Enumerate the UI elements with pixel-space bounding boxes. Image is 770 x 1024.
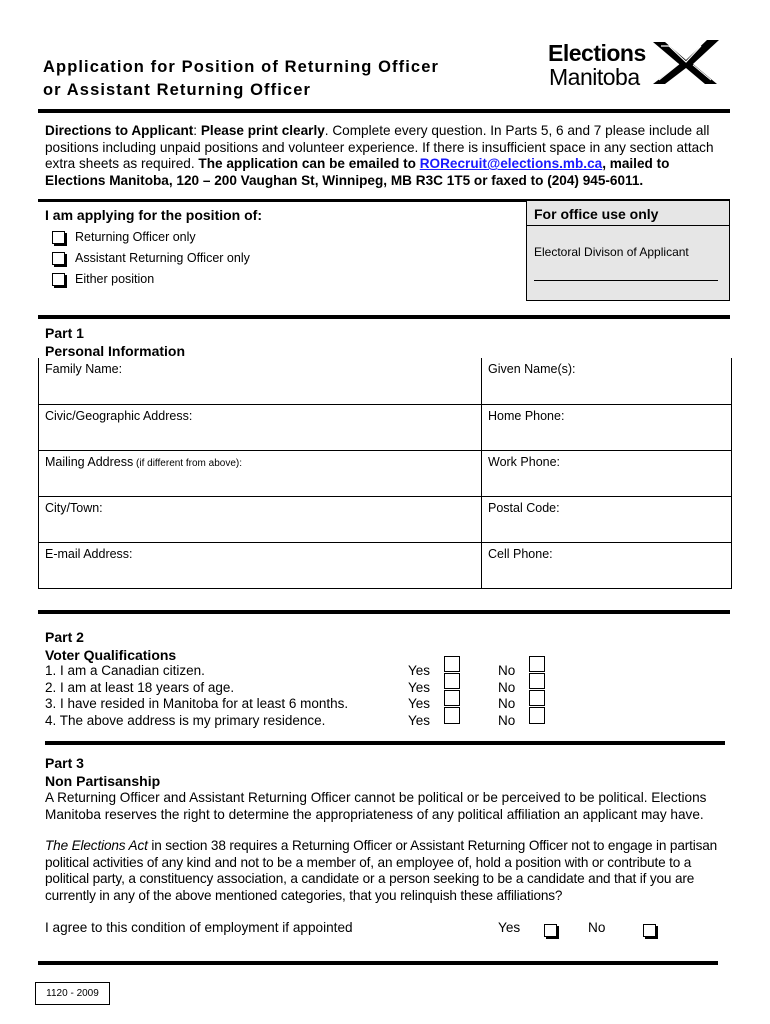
field-label: City/Town: — [45, 501, 103, 515]
part3-heading — [45, 754, 160, 790]
cell-phone-field[interactable] — [482, 543, 731, 588]
directions-label: Directions to Applicant — [45, 123, 194, 138]
agree-no-checkbox[interactable] — [643, 924, 656, 937]
no-checkbox-1[interactable] — [529, 656, 545, 672]
family-name-field[interactable] — [39, 358, 482, 404]
field-note: (if different from above): — [133, 458, 242, 469]
header-divider — [38, 109, 730, 113]
postal-code-field[interactable] — [482, 497, 731, 542]
paragraph-text: in section 38 requires a Returning Officer or Assistant Returning Officer not to engage in partisan political activities of any kind and not to be a member of, an employee of, hold a position with or contribute to a political party, a constituency association, a candidate or a person seeking to be a candidate and that if you are currently in any of the above mentioned categories, that you relinquish these affiliations? — [45, 838, 718, 903]
question-primary-address: 4. The above address is my primary residence. — [45, 712, 326, 728]
part2-heading — [45, 628, 176, 664]
logo-line-1: Elections — [548, 40, 646, 66]
question-residence: 3. I have resided in Manitoba for at least 6 months. — [45, 696, 349, 711]
no-checkbox-4[interactable] — [529, 707, 545, 724]
field-label: Cell Phone: — [488, 547, 553, 561]
home-phone-field[interactable] — [482, 405, 731, 450]
yes-checkbox-2[interactable] — [444, 673, 460, 689]
qualification-questions — [45, 663, 348, 729]
directions-mail-fax: , mailed to Elections Manitoba, 120 – 200 Vaughan St, Winnipeg, MB R3C 1T5 or faxed to (204) 945-6011. — [45, 156, 670, 188]
no-label: No — [498, 663, 516, 678]
yes-label: Yes — [408, 712, 431, 728]
elections-act-reference: The Elections Act — [45, 838, 148, 853]
agree-yes-checkbox[interactable] — [544, 924, 557, 937]
given-names-field[interactable] — [482, 358, 731, 404]
form-title — [43, 56, 439, 102]
no-label: No — [498, 696, 516, 711]
yes-label: Yes — [408, 663, 431, 678]
option-label: Either position — [75, 272, 155, 286]
checkbox[interactable] — [52, 252, 65, 265]
part1-divider — [38, 315, 730, 319]
directions-colon: : — [193, 123, 201, 138]
agree-no-label: No — [588, 920, 606, 935]
no-checkbox-2[interactable] — [529, 673, 545, 689]
elections-manitoba-logo — [548, 41, 646, 89]
question-age: 2. I am at least 18 years of age. — [45, 679, 235, 695]
no-label: No — [498, 679, 516, 695]
directions-email-lead: The application can be emailed to — [198, 156, 420, 171]
no-checkbox-3[interactable] — [529, 690, 545, 706]
question-citizen: 1. I am a Canadian citizen. — [45, 663, 205, 678]
field-label: Home Phone: — [488, 409, 565, 423]
yes-checkbox-3[interactable] — [444, 690, 460, 706]
field-label: Civic/Geographic Address: — [45, 409, 193, 423]
field-label: Work Phone: — [488, 455, 561, 469]
option-assistant-returning-officer[interactable] — [52, 251, 250, 265]
part2-title: Voter Qualifications — [45, 647, 177, 663]
electoral-division-label: Electoral Divison of Applicant — [534, 245, 689, 259]
option-either-position[interactable] — [52, 272, 154, 286]
part2-divider — [38, 610, 730, 614]
no-checkboxes — [529, 656, 545, 724]
part1-number: Part 1 — [45, 325, 84, 341]
logo-line-2: Manitoba — [549, 64, 640, 90]
part3-divider — [45, 741, 725, 745]
yes-checkboxes — [444, 656, 460, 724]
option-label: Assistant Returning Officer only — [75, 251, 250, 265]
no-label: No — [498, 712, 516, 728]
directions-text: . Complete every question. In Parts 5, 6 and 7 please include all positions including unpaid positions and volunteer experience. If there is insufficient space in any section attach extra sheets as required. — [45, 123, 714, 171]
office-use-divider — [526, 225, 730, 226]
non-partisan-paragraph-1: A Returning Officer and Assistant Returning Officer cannot be political or be perceived to be political. Elections Manitoba reserves the right to determine the appropriateness of any political affiliation an applicant may have. — [45, 790, 707, 822]
grid-row — [39, 358, 731, 404]
electoral-division-line[interactable] — [534, 280, 718, 281]
option-label: Returning Officer only — [75, 230, 196, 244]
field-label: Mailing Address — [45, 455, 134, 469]
yes-checkbox-4[interactable] — [444, 707, 460, 724]
part3-number: Part 3 — [45, 755, 84, 771]
title-line-2: or Assistant Returning Officer — [43, 81, 312, 99]
grid-row — [39, 496, 731, 542]
field-label: Given Name(s): — [488, 362, 576, 376]
part1-title: Personal Information — [45, 343, 186, 359]
yes-labels — [408, 663, 430, 729]
yes-checkbox-1[interactable] — [444, 656, 460, 672]
grid-row — [39, 450, 731, 496]
agree-yes-label: Yes — [498, 920, 521, 935]
footer-divider — [38, 961, 718, 965]
city-town-field[interactable] — [39, 497, 482, 542]
field-label: Postal Code: — [488, 501, 560, 515]
agree-statement: I agree to this condition of employment if appointed — [45, 920, 353, 935]
field-label: E-mail Address: — [45, 547, 133, 561]
directions-paragraph — [45, 123, 725, 189]
grid-row — [39, 542, 731, 588]
title-line-1: Application for Position of Returning Officer — [43, 58, 439, 76]
checkbox[interactable] — [52, 273, 65, 286]
part1-heading — [45, 324, 185, 360]
checkbox[interactable] — [52, 231, 65, 244]
logo-x-icon — [651, 38, 721, 86]
field-label: Family Name: — [45, 362, 123, 376]
part2-number: Part 2 — [45, 629, 84, 645]
no-labels — [498, 663, 515, 729]
office-use-heading: For office use only — [534, 206, 659, 222]
non-partisan-paragraph-2 — [45, 838, 727, 904]
apply-heading: I am applying for the position of: — [45, 207, 262, 223]
email-link[interactable]: RORecruit@elections.mb.ca — [419, 156, 603, 171]
yes-label: Yes — [408, 679, 431, 695]
civic-address-field[interactable] — [39, 405, 482, 450]
email-address-field[interactable] — [39, 543, 482, 588]
mailing-address-field[interactable] — [39, 451, 482, 496]
option-returning-officer[interactable] — [52, 230, 196, 244]
form-number: 1120 - 2009 — [35, 982, 110, 1005]
part3-title: Non Partisanship — [45, 773, 161, 789]
work-phone-field[interactable] — [482, 451, 731, 496]
grid-row — [39, 404, 731, 450]
print-clearly: Please print clearly — [200, 123, 325, 138]
yes-label: Yes — [408, 696, 431, 711]
personal-info-grid — [38, 358, 732, 589]
